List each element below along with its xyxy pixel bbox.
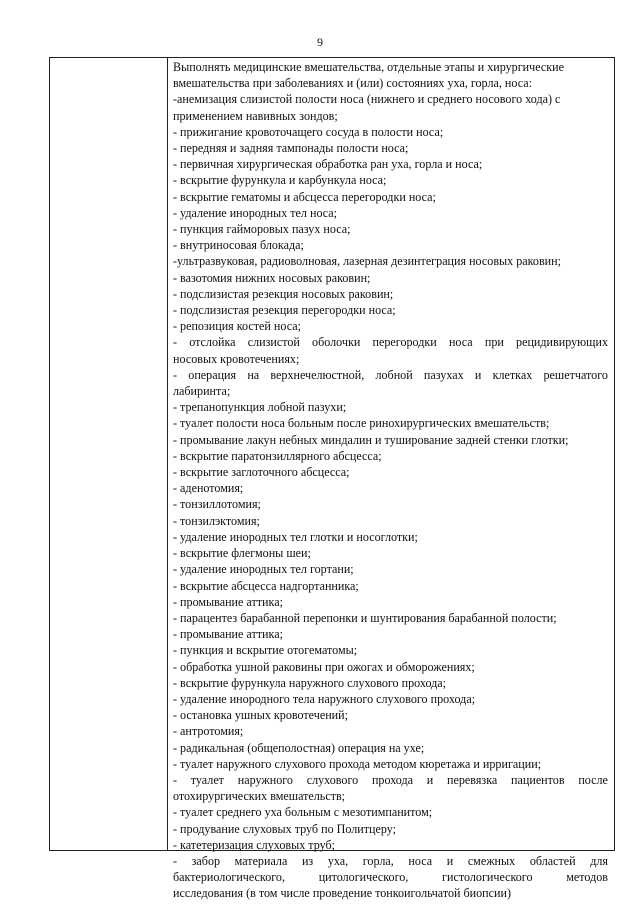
text-line: -ультразвуковая, радиоволновая, лазерная дезинтеграция носовых раковин; [173, 254, 561, 269]
text-line: - удаление инородного тела наружного слухового прохода; [173, 691, 476, 706]
procedures-table [49, 57, 615, 901]
text-line: - туалет среднего уха больным с мезотимпанитом; [173, 805, 433, 820]
text-line: - пункция гайморовых пазух носа; [173, 222, 351, 237]
text-line: - обработка ушной раковины при ожогах и обморожениях; [173, 659, 475, 674]
text-line: - продувание слуховых труб по Политцеру; [173, 821, 397, 836]
text-line: - промывание аттика; [173, 594, 283, 609]
text-line: - удаление инородных тел носа; [173, 205, 338, 220]
text-line: Выполнять медицинские вмешательства, отдельные этапы и хирургические [173, 60, 564, 74]
text-line: - трепанопункция лобной пазухи; [173, 400, 347, 415]
text-line: применением навивных зондов; [173, 108, 338, 123]
text-line: - вскрытие фурункула и карбункула носа; [173, 173, 387, 188]
text-line: - отслойка слизистой оболочки перегородки носа при рецидивирующих [173, 335, 608, 350]
text-line: - удаление инородных тел глотки и носоглотки; [173, 529, 418, 544]
text-line: - тонзилэктомия; [173, 513, 260, 528]
text-line: - подслизистая резекция носовых раковин; [173, 286, 394, 301]
text-line: - передняя и задняя тампонады полости носа; [173, 141, 409, 156]
text-line: носовых кровотечениях; [173, 351, 300, 366]
procedures-cell [168, 58, 614, 901]
text-line: - тонзиллотомия; [173, 497, 261, 512]
text-line: - операция на верхнечелюстной, лобной пазухах и клетках решетчатого [173, 367, 608, 382]
text-line: - вазотомия нижних носовых раковин; [173, 270, 371, 285]
text-line: - аденотомия; [173, 481, 244, 496]
text-line: - вскрытие гематомы и абсцесса перегородки носа; [173, 189, 436, 204]
text-line: - туалет наружного слухового прохода методом кюретажа и ирригации; [173, 756, 542, 771]
text-line: -анемизация слизистой полости носа (нижнего и среднего носового хода) с [173, 92, 561, 107]
text-line: - удаление инородных тел гортани; [173, 562, 354, 577]
text-line: - вскрытие флегмоны шеи; [173, 546, 311, 561]
text-line: лабиринта; [173, 384, 231, 399]
text-line: - прижигание кровоточащего сосуда в полости носа; [173, 124, 444, 139]
text-line: - катетеризация слуховых труб; [173, 837, 336, 852]
text-line: - туалет наружного слухового прохода и перевязка пациентов после [173, 772, 608, 787]
text-line: - подслизистая резекция перегородки носа; [173, 303, 396, 318]
text-line: - туалет полости носа больным после ринохирургических вмешательств; [173, 416, 550, 431]
text-line: исследования (в том числе проведение тонкоигольчатой биопсии) [173, 886, 511, 901]
text-line: - антротомия; [173, 724, 244, 739]
text-line: - вскрытие заглоточного абсцесса; [173, 465, 350, 480]
page-number: 9 [317, 35, 323, 49]
text-line: - парацентез барабанной перепонки и шунтирования барабанной полости; [173, 610, 557, 625]
text-line: - радикальная (общеполостная) операция на ухе; [173, 740, 425, 755]
text-line: - вскрытие паратонзиллярного абсцесса; [173, 448, 382, 463]
text-line: - промывание аттика; [173, 627, 283, 642]
text-line: - репозиция костей носа; [173, 319, 301, 334]
text-line: бактериологического, цитологического, гистологического методов [173, 870, 608, 885]
text-line: - промывание лакун небных миндалин и туширование задней стенки глотки; [173, 432, 569, 447]
text-line: - вскрытие фурункула наружного слухового прохода; [173, 675, 447, 690]
text-line: - пункция и вскрытие отогематомы; [173, 643, 358, 658]
text-line: - вскрытие абсцесса надгортанника; [173, 578, 359, 593]
text-line: - первичная хирургическая обработка ран уха, горла и носа; [173, 157, 483, 172]
left-empty-cell [50, 58, 168, 850]
text-line: отохирургических вмешательств; [173, 789, 346, 804]
text-line: вмешательства при заболеваниях и (или) состояниях уха, горла, носа: [173, 76, 532, 91]
text-line: - остановка ушных кровотечений; [173, 708, 348, 723]
text-line: - забор материала из уха, горла, носа и смежных областей для [173, 853, 608, 868]
text-line: - внутриносовая блокада; [173, 238, 304, 253]
